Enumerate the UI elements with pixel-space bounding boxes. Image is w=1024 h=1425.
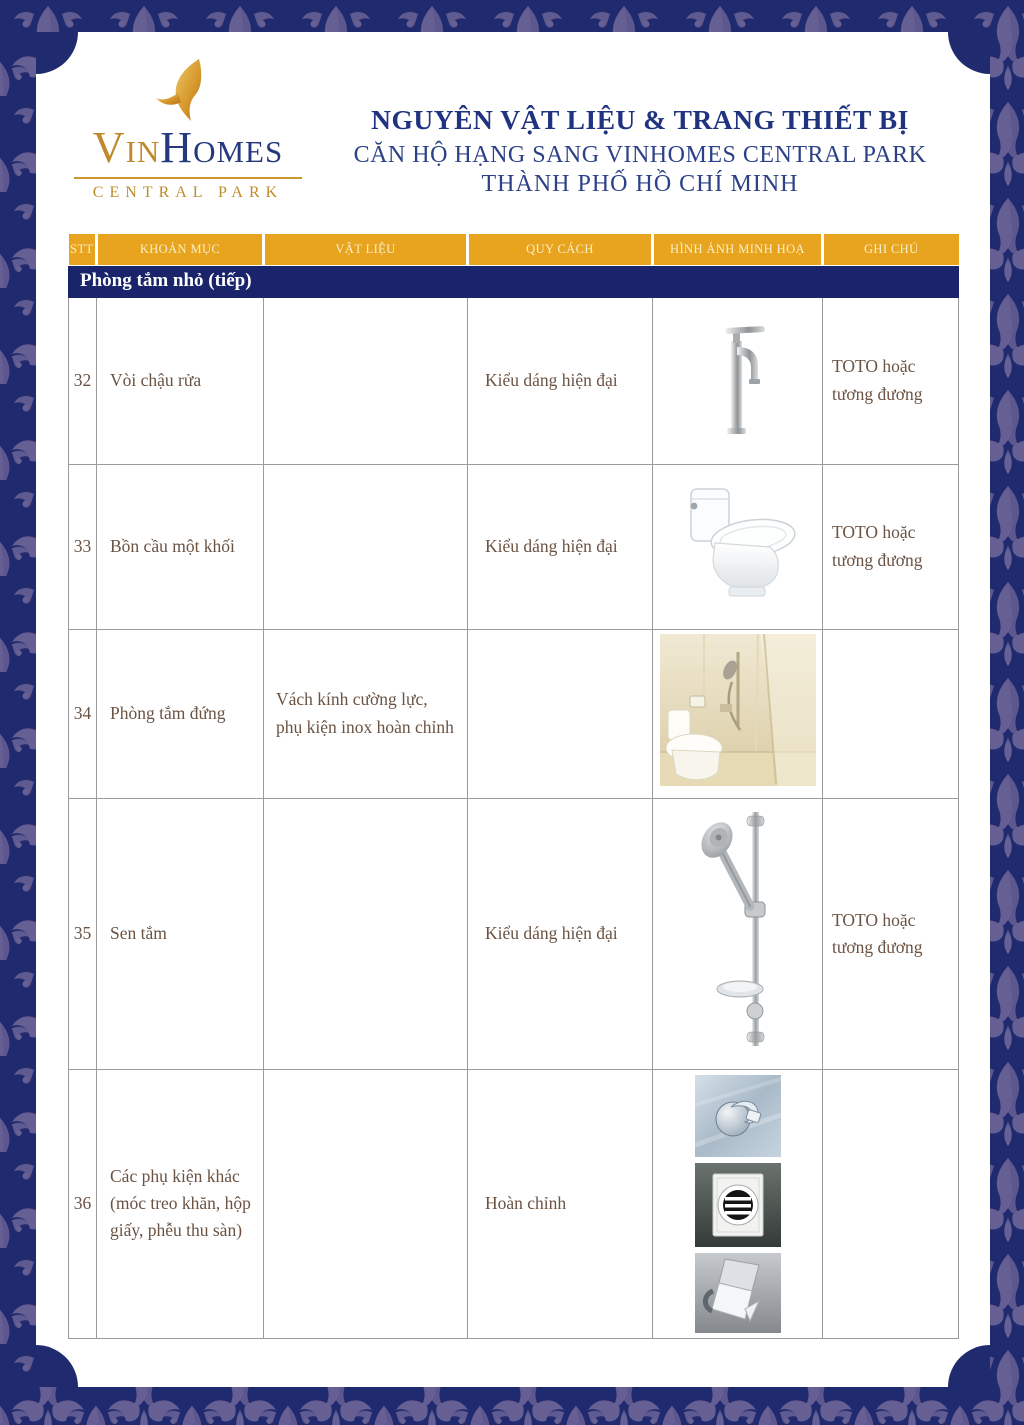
material	[264, 464, 468, 629]
header-hinh-anh: HÌNH ẢNH MINH HOẠ	[653, 234, 823, 265]
note: TOTO hoặc tương đương	[823, 464, 959, 629]
document-header	[322, 104, 958, 198]
table-row	[69, 464, 959, 629]
specification: Kiểu dáng hiện đại	[468, 798, 653, 1069]
vinhomes-logo	[70, 58, 306, 202]
header-khoan-muc: KHOẢN MỤC	[97, 234, 264, 265]
one-piece-toilet-image	[675, 483, 801, 601]
item-name: Bồn cầu một khối	[97, 464, 264, 629]
logo-homes: Homes	[160, 123, 284, 172]
material	[264, 798, 468, 1069]
page-subtitle-2: THÀNH PHỐ HỒ CHÍ MINH	[481, 171, 799, 197]
illustration-cell	[653, 629, 823, 798]
illustration-cell	[653, 798, 823, 1069]
header-stt: STT	[69, 234, 97, 265]
table-row	[69, 1069, 959, 1338]
corner-ornament	[948, 1345, 990, 1387]
illustration-cell	[653, 297, 823, 464]
logo-divider	[74, 177, 302, 179]
section-title: Phòng tắm nhỏ (tiếp)	[69, 265, 959, 297]
item-name: Phòng tắm đứng	[97, 629, 264, 798]
header-quy-cach: QUY CÁCH	[468, 234, 653, 265]
material: Vách kính cường lực, phụ kiện inox hoàn chỉnh	[264, 629, 468, 798]
note	[823, 629, 959, 798]
row-number: 33	[69, 464, 97, 629]
row-number: 35	[69, 798, 97, 1069]
note	[823, 1069, 959, 1338]
floor-drain-image	[695, 1163, 781, 1247]
paper-holder-image	[695, 1253, 781, 1333]
specification: Hoàn chỉnh	[468, 1069, 653, 1338]
specification: Kiểu dáng hiện đại	[468, 297, 653, 464]
bird-icon	[155, 58, 221, 124]
corner-ornament	[948, 32, 990, 74]
note: TOTO hoặc tương đương	[823, 297, 959, 464]
header-ghi-chu: GHI CHÚ	[823, 234, 959, 265]
corner-ornament	[36, 1345, 78, 1387]
specification: Kiểu dáng hiện đại	[468, 464, 653, 629]
towel-hook-image	[695, 1075, 781, 1157]
row-number: 34	[69, 629, 97, 798]
document-sheet	[36, 32, 990, 1387]
note: TOTO hoặc tương đương	[823, 798, 959, 1069]
specification	[468, 629, 653, 798]
table-header-row	[69, 234, 959, 265]
illustration-cell	[653, 1069, 823, 1338]
basin-faucet-image	[697, 315, 779, 437]
standing-shower-room-photo	[660, 634, 816, 786]
table-row	[69, 297, 959, 464]
illustration-cell	[653, 464, 823, 629]
material	[264, 1069, 468, 1338]
item-name: Sen tắm	[97, 798, 264, 1069]
page-subtitle-1: CĂN HỘ HẠNG SANG VINHOMES CENTRAL PARK	[353, 142, 927, 168]
item-name: Các phụ kiện khác (móc treo khăn, hộp giấy, phễu thu sàn)	[97, 1069, 264, 1338]
logo-wordmark	[70, 123, 306, 172]
row-number: 36	[69, 1069, 97, 1338]
section-header-row	[69, 265, 959, 297]
logo-tagline: CENTRAL PARK	[92, 184, 284, 201]
logo-vin: Vin	[92, 123, 161, 172]
sliding-bar-hand-shower-image	[692, 804, 784, 1056]
material	[264, 297, 468, 464]
row-number: 32	[69, 297, 97, 464]
table-row	[69, 629, 959, 798]
spec-table	[68, 234, 958, 1339]
page-title: NGUYÊN VẬT LIỆU & TRANG THIẾT BỊ	[371, 104, 909, 135]
item-name: Vòi chậu rửa	[97, 297, 264, 464]
table-row	[69, 798, 959, 1069]
header-vat-lieu: VẬT LIỆU	[264, 234, 468, 265]
